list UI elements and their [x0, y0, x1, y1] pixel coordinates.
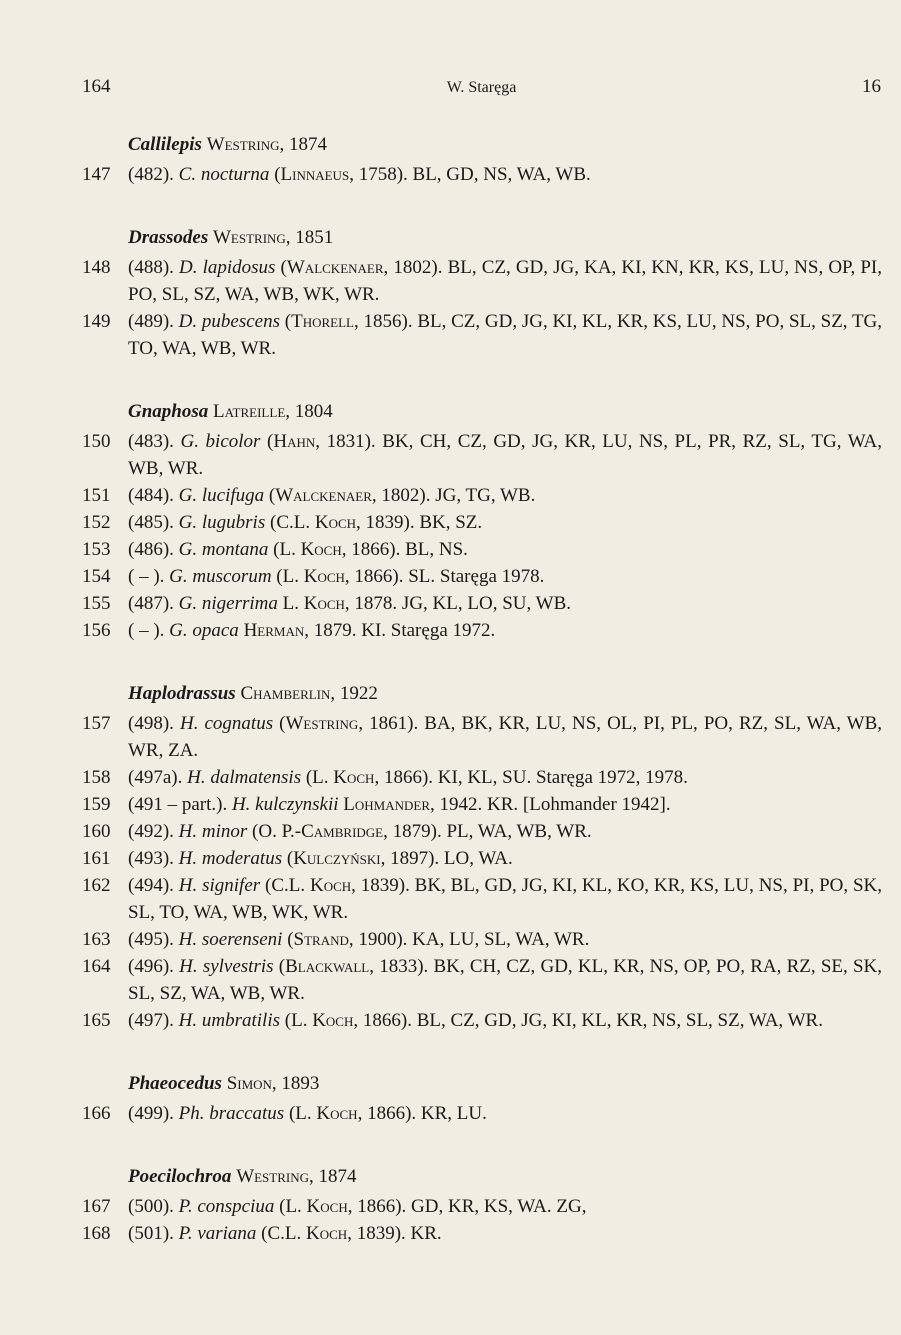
running-head-author: W. Staręga	[446, 79, 517, 96]
entry-old-number: (488).	[128, 257, 180, 278]
entry-separator: (	[260, 431, 274, 452]
entry-old-number: (485).	[128, 512, 179, 533]
species-authority: L. Koch	[312, 767, 375, 788]
entry-localities: , 1856). BL, CZ, GD, JG, KI, KL, KR, KS, LU, NS, PO, SL, SZ, TG, TO, WA, WB, WR.	[128, 311, 883, 359]
entry-separator: (	[273, 713, 286, 734]
species-name: H. umbratilis	[178, 1010, 281, 1031]
species-name: H. signifer	[178, 875, 261, 896]
entry-separator: (	[282, 848, 294, 869]
entry-number: 155	[82, 593, 111, 614]
species-authority: L. Koch	[291, 1010, 354, 1031]
entry-localities: , 1879). PL, WA, WB, WR.	[383, 821, 592, 842]
entry-localities: , 1839). BK, BL, GD, JG, KI, KL, KO, KR, KS, LU, NS, PI, PO, SK, SL, TO, WA, WB, WK, WR.	[128, 875, 883, 923]
entry-separator: (	[275, 257, 287, 278]
entry-old-number: (494).	[128, 875, 179, 896]
species-name: H. cognatus	[179, 713, 274, 734]
genus-author: Chamberlin, 1922	[240, 683, 378, 704]
species-name: G. opaca	[169, 620, 239, 641]
entry-number: 168	[82, 1223, 111, 1244]
page-header	[82, 76, 881, 100]
entry-separator: (	[260, 875, 272, 896]
entry-localities: , 1866). BL, NS.	[341, 539, 468, 560]
entry-localities: , 1866). KR, LU.	[357, 1103, 487, 1124]
entry-separator: (	[280, 1010, 292, 1031]
species-entry	[82, 161, 882, 188]
entry-old-number: (500).	[128, 1196, 179, 1217]
species-authority: L. Koch	[285, 1196, 348, 1217]
page-number: 164	[82, 76, 111, 97]
entry-separator: (	[269, 164, 281, 185]
entry-localities: , 1878. JG, KL, LO, SU, WB.	[344, 593, 571, 614]
species-entry	[82, 872, 882, 926]
entry-old-number: (499).	[128, 1103, 179, 1124]
entry-old-number: (491 – part.).	[128, 794, 232, 815]
species-authority: C.L. Koch	[271, 875, 352, 896]
entry-number: 148	[82, 257, 111, 278]
species-entry	[82, 509, 882, 536]
entry-localities: , 1839). KR.	[347, 1223, 442, 1244]
species-entry	[82, 1100, 882, 1127]
entry-number: 164	[82, 956, 111, 977]
species-authority: Blackwall	[285, 956, 370, 977]
entry-separator: (	[256, 1223, 268, 1244]
entry-old-number: (496).	[128, 956, 180, 977]
entry-localities: , 1897). LO, WA.	[380, 848, 513, 869]
entry-old-number: (492).	[128, 821, 179, 842]
species-catalogue	[82, 129, 882, 1281]
entry-number: 149	[82, 311, 111, 332]
species-list	[82, 1100, 882, 1127]
entry-number: 153	[82, 539, 111, 560]
species-entry	[82, 818, 882, 845]
entry-number: 150	[82, 431, 111, 452]
species-name: G. montana	[178, 539, 269, 560]
entry-separator: (	[271, 566, 283, 587]
species-authority: L. Koch	[282, 566, 345, 587]
entry-old-number: (482).	[128, 164, 179, 185]
entry-old-number: ( – ).	[128, 620, 170, 641]
entry-number: 158	[82, 767, 111, 788]
entry-number: 163	[82, 929, 111, 950]
entry-number: 161	[82, 848, 111, 869]
entry-old-number: ( – ).	[128, 566, 170, 587]
species-name: H. soerenseni	[178, 929, 283, 950]
entry-old-number: (487).	[128, 593, 179, 614]
species-authority: Westring	[285, 713, 359, 734]
entry-number: 167	[82, 1196, 111, 1217]
species-authority: L. Koch	[282, 593, 345, 614]
entry-old-number: (497a).	[128, 767, 188, 788]
entry-number: 151	[82, 485, 111, 506]
species-entry	[82, 1220, 882, 1247]
species-authority: Walckenaer	[286, 257, 384, 278]
genus-author: Simon, 1893	[226, 1073, 320, 1094]
entry-old-number: (489).	[128, 311, 179, 332]
entry-separator: (	[274, 1196, 286, 1217]
entry-separator: (	[264, 485, 276, 506]
entry-localities: , 1833). BK, CH, CZ, GD, KL, KR, NS, OP, PO, RA, RZ, SE, SK, SL, SZ, WA, WB, WR.	[128, 956, 882, 1004]
species-entry	[82, 617, 882, 644]
genus-name: Poecilochroa	[128, 1166, 232, 1187]
species-authority: Hahn	[273, 431, 316, 452]
species-entry	[82, 953, 882, 1007]
genus-name: Drassodes	[128, 227, 209, 248]
entry-localities: , 1831). BK, CH, CZ, GD, JG, KR, LU, NS, PL, PR, RZ, SL, TG, WA, WB, WR.	[128, 431, 883, 479]
entry-localities: , 1839). BK, SZ.	[356, 512, 483, 533]
entry-separator: (	[282, 929, 294, 950]
species-entry	[82, 428, 882, 482]
species-name: H. minor	[178, 821, 248, 842]
species-name: G. bicolor	[180, 431, 261, 452]
species-entry	[82, 764, 882, 791]
species-name: D. lapidosus	[179, 257, 276, 278]
species-name: G. nigerrima	[178, 593, 278, 614]
genus-author: Latreille, 1804	[213, 401, 333, 422]
genus-name: Callilepis	[128, 134, 202, 155]
entry-old-number: (483).	[128, 431, 181, 452]
entry-old-number: (495).	[128, 929, 179, 950]
species-entry	[82, 845, 882, 872]
species-authority: C.L. Koch	[267, 1223, 348, 1244]
species-list	[82, 254, 882, 362]
entry-separator: (	[301, 767, 313, 788]
entry-localities: , 1802). JG, TG, WB.	[371, 485, 536, 506]
species-authority: Lohmander	[343, 794, 430, 815]
species-name: Ph. braccatus	[178, 1103, 285, 1124]
genus-heading	[128, 678, 882, 710]
genus-name: Haplodrassus	[128, 683, 236, 704]
entry-localities: , 1900). KA, LU, SL, WA, WR.	[348, 929, 590, 950]
species-entry	[82, 482, 882, 509]
species-entry	[82, 926, 882, 953]
species-entry	[82, 791, 882, 818]
entry-number: 147	[82, 164, 111, 185]
species-name: G. lucifuga	[178, 485, 265, 506]
genus-author: Westring, 1851	[212, 227, 334, 248]
section-number: 16	[862, 76, 881, 97]
entry-number: 165	[82, 1010, 111, 1031]
entry-old-number: (493).	[128, 848, 179, 869]
species-entry	[82, 710, 882, 764]
entry-separator: (	[273, 956, 286, 977]
species-name: G. lugubris	[178, 512, 266, 533]
entry-number: 166	[82, 1103, 111, 1124]
entry-localities: , 1802). BL, CZ, GD, JG, KA, KI, KN, KR, KS, LU, NS, OP, PI, PO, SL, SZ, WA, WB, WK, WR.	[128, 257, 882, 305]
genus-heading	[128, 129, 882, 161]
entry-localities: , 1866). GD, KR, KS, WA. ZG,	[347, 1196, 587, 1217]
entry-localities: , 1942. KR. [Lohmander 1942].	[430, 794, 671, 815]
species-authority: Thorell	[291, 311, 354, 332]
species-list	[82, 428, 882, 644]
entry-old-number: (486).	[128, 539, 179, 560]
species-authority: Walckenaer	[275, 485, 372, 506]
species-name: H. sylvestris	[179, 956, 274, 977]
genus-heading	[128, 1068, 882, 1100]
entry-localities: , 1861). BA, BK, KR, LU, NS, OL, PI, PL, PO, RZ, SL, WA, WB, WR, ZA.	[128, 713, 883, 761]
entry-old-number: (497).	[128, 1010, 179, 1031]
genus-heading	[128, 1161, 882, 1193]
entry-number: 159	[82, 794, 111, 815]
entry-separator: (	[280, 311, 292, 332]
entry-localities: , 1879. KI. Staręga 1972.	[304, 620, 496, 641]
species-name: H. dalmatensis	[187, 767, 302, 788]
genus-author: Westring, 1874	[236, 1166, 357, 1187]
entry-old-number: (498).	[128, 713, 180, 734]
entry-separator: (	[284, 1103, 296, 1124]
entry-separator: (	[247, 821, 259, 842]
entry-number: 160	[82, 821, 111, 842]
species-authority: Herman	[243, 620, 305, 641]
species-name: H. moderatus	[178, 848, 283, 869]
entry-old-number: (484).	[128, 485, 179, 506]
entry-localities: , 1866). SL. Staręga 1978.	[344, 566, 545, 587]
genus-heading	[128, 396, 882, 428]
entry-localities: , 1866). KI, KL, SU. Staręga 1972, 1978.	[374, 767, 688, 788]
genus-author: Westring, 1874	[206, 134, 327, 155]
species-entry	[82, 308, 882, 362]
species-authority: L. Koch	[295, 1103, 358, 1124]
entry-localities: , 1758). BL, GD, NS, WA, WB.	[349, 164, 591, 185]
species-authority: Kulczyński	[293, 848, 381, 869]
genus-name: Gnaphosa	[128, 401, 209, 422]
species-authority: C.L. Koch	[276, 512, 357, 533]
species-name: P. conspciua	[178, 1196, 275, 1217]
species-name: P. variana	[178, 1223, 257, 1244]
species-authority: Strand	[293, 929, 349, 950]
entry-number: 154	[82, 566, 111, 587]
species-name: D. pubescens	[178, 311, 280, 332]
species-entry	[82, 563, 882, 590]
entry-number: 157	[82, 713, 111, 734]
species-entry	[82, 536, 882, 563]
entry-number: 152	[82, 512, 111, 533]
species-authority: Linnaeus	[280, 164, 350, 185]
genus-heading	[128, 222, 882, 254]
entry-number: 162	[82, 875, 111, 896]
entry-number: 156	[82, 620, 111, 641]
species-entry	[82, 1007, 882, 1034]
entry-localities: , 1866). BL, CZ, GD, JG, KI, KL, KR, NS, SL, SZ, WA, WR.	[353, 1010, 823, 1031]
species-name: G. muscorum	[169, 566, 272, 587]
species-authority: L. Koch	[279, 539, 342, 560]
species-list	[82, 710, 882, 1034]
species-entry	[82, 254, 882, 308]
species-authority: O. P.-Cambridge	[258, 821, 384, 842]
genus-name: Phaeocedus	[128, 1073, 222, 1094]
entry-old-number: (501).	[128, 1223, 179, 1244]
species-entry	[82, 1193, 882, 1220]
entry-separator: (	[268, 539, 280, 560]
species-name: C. nocturna	[178, 164, 270, 185]
species-list	[82, 161, 882, 188]
entry-separator: (	[265, 512, 277, 533]
species-name: H. kulczynskii	[231, 794, 339, 815]
species-list	[82, 1193, 882, 1247]
species-entry	[82, 590, 882, 617]
